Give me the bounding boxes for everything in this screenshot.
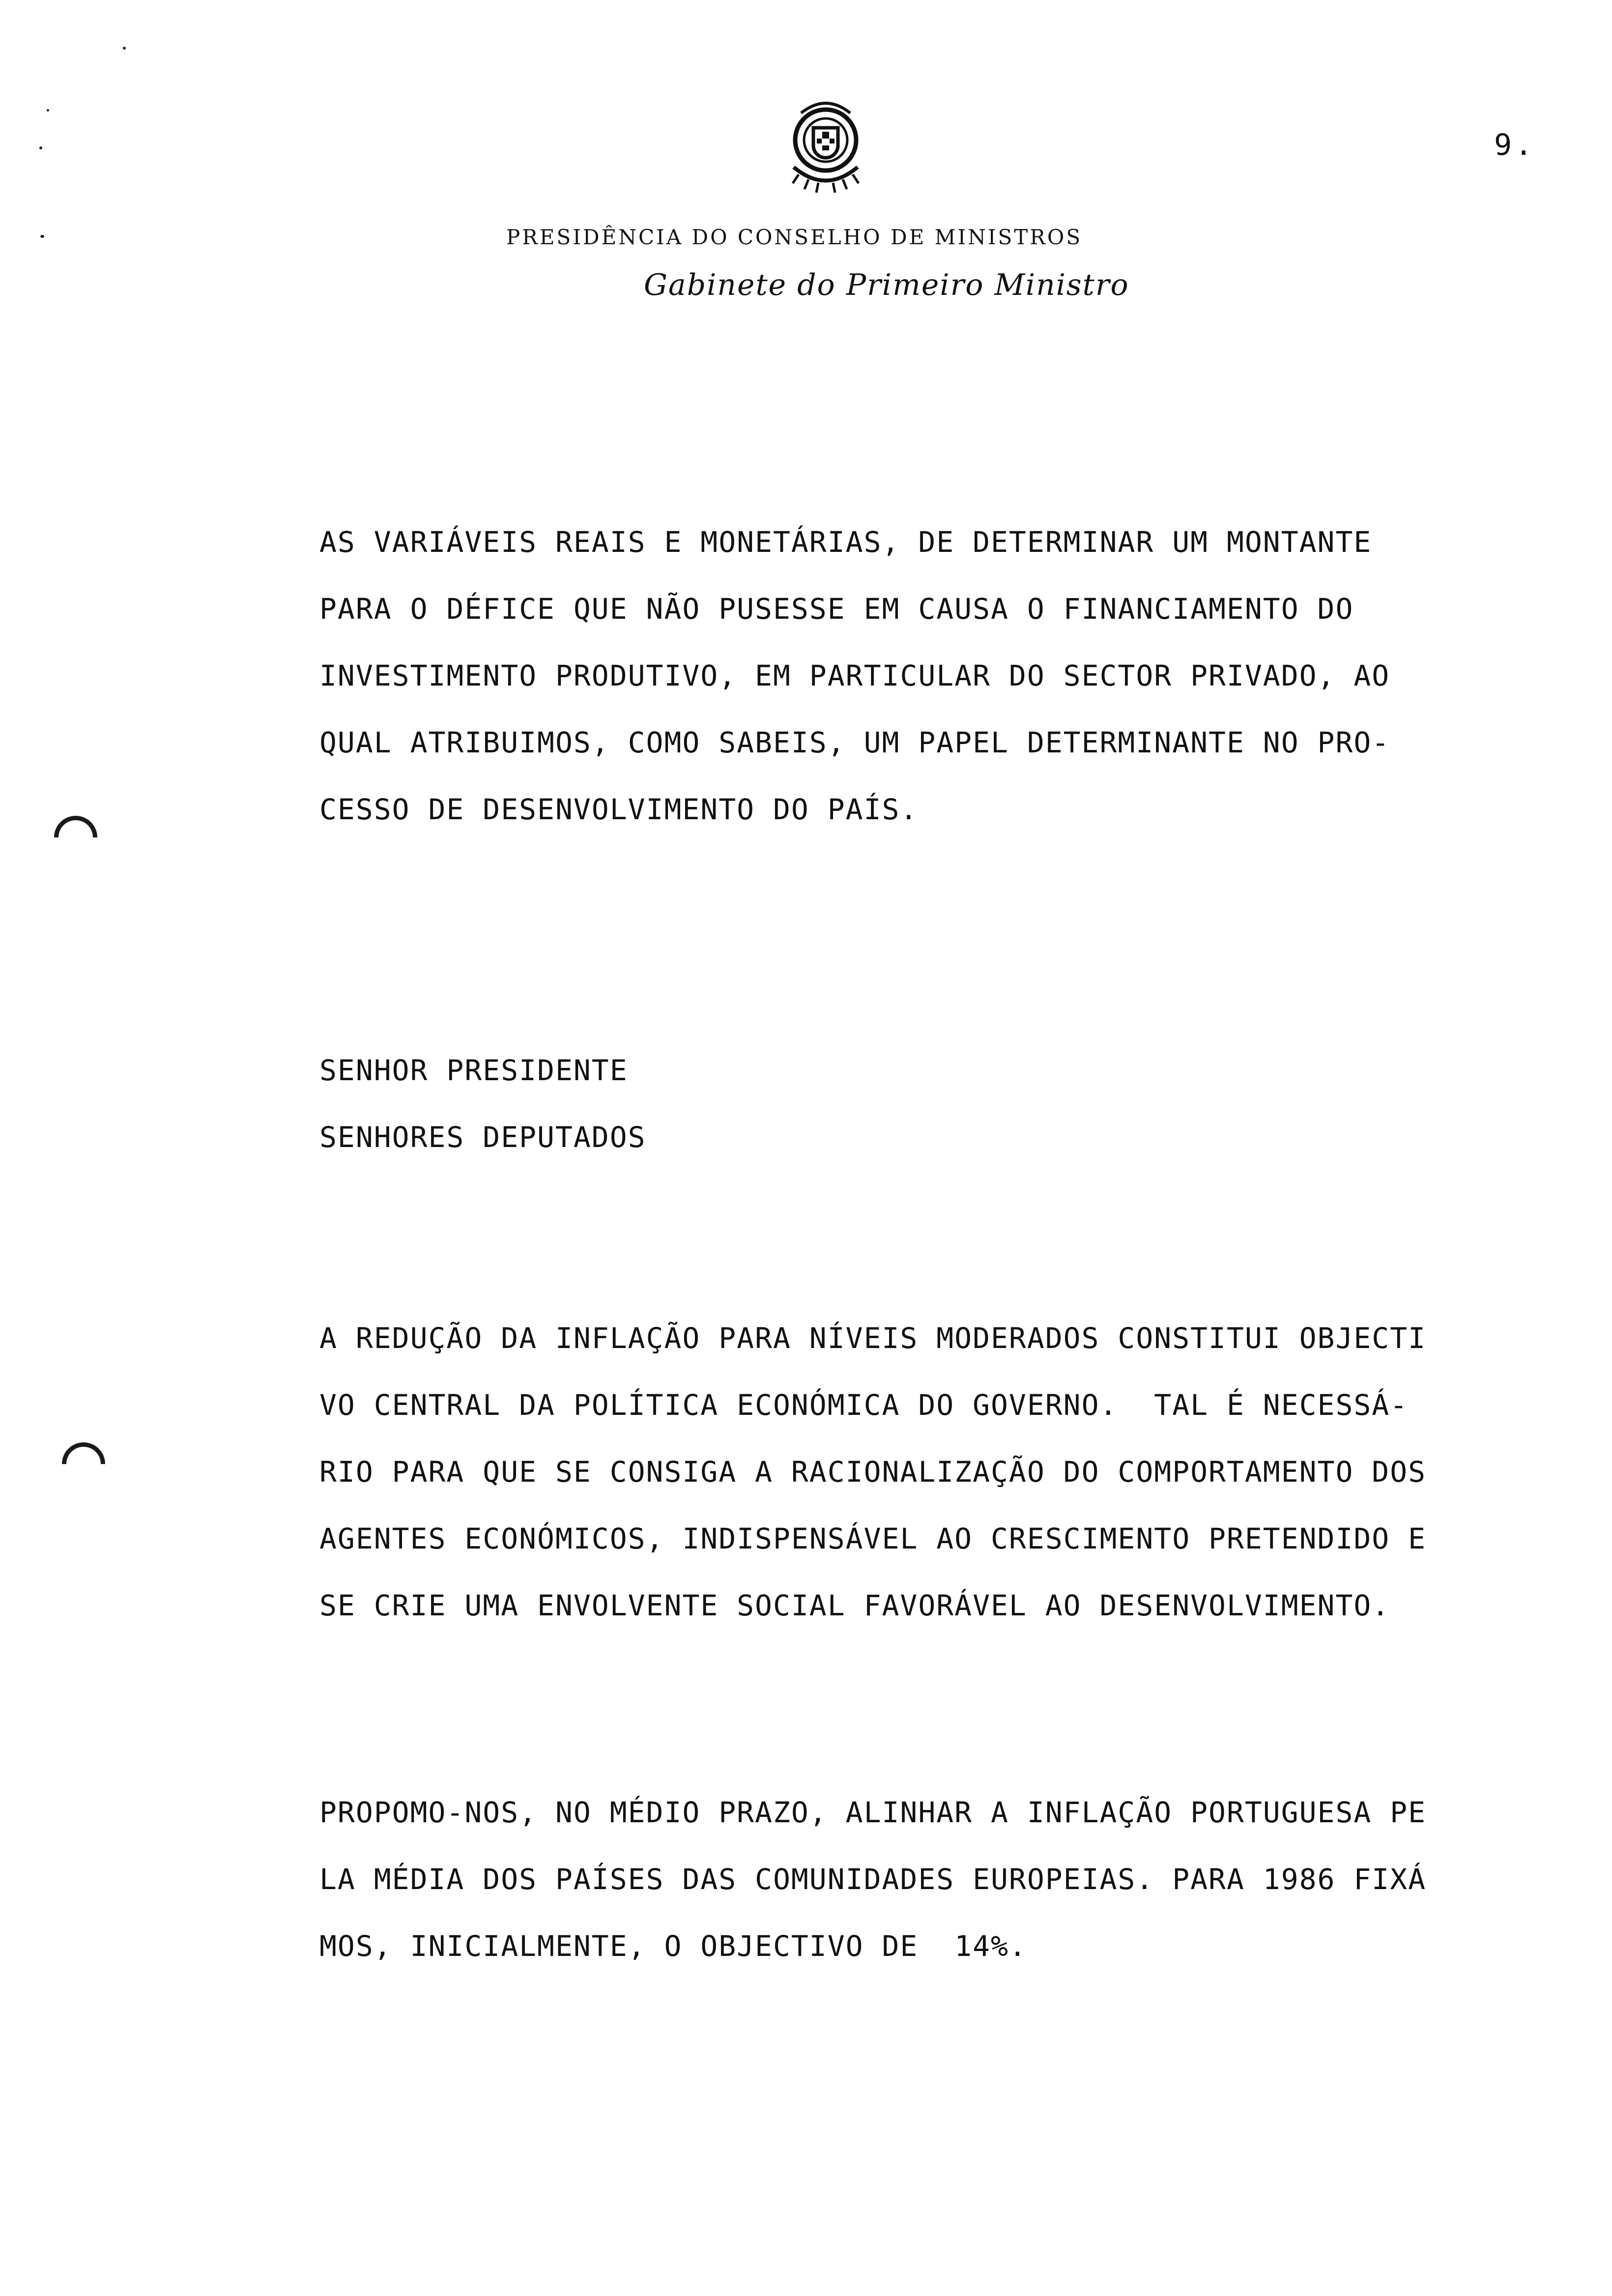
- text-line: INVESTIMENTO PRODUTIVO, EM PARTICULAR DO SECTOR PRIVADO, AO: [319, 659, 1390, 692]
- paragraph-inflation-target: [319, 1779, 1519, 1980]
- letterhead-office: PRESIDÊNCIA DO CONSELHO DE MINISTROS: [506, 225, 1083, 249]
- coat-of-arms-icon: [772, 93, 880, 201]
- text-line: VO CENTRAL DA POLÍTICA ECONÓMICA DO GOVERNO. TAL É NECESSÁ-: [319, 1388, 1409, 1422]
- text-line: A REDUÇÃO DA INFLAÇÃO PARA NÍVEIS MODERADOS CONSTITUI OBJECTI: [319, 1321, 1427, 1355]
- paragraph-inflation-objective: [319, 1305, 1519, 1639]
- page-number: 9.: [1494, 128, 1536, 162]
- salutation-line: SENHOR PRESIDENTE: [319, 1054, 628, 1087]
- text-line: AS VARIÁVEIS REAIS E MONETÁRIAS, DE DETERMINAR UM MONTANTE: [319, 525, 1372, 559]
- text-line: CESSO DE DESENVOLVIMENTO DO PAÍS.: [319, 793, 919, 826]
- scan-speck: [47, 109, 49, 112]
- punch-hole-mark: [45, 807, 106, 868]
- text-line: AGENTES ECONÓMICOS, INDISPENSÁVEL AO CRESCIMENTO PRETENDIDO E: [319, 1522, 1427, 1555]
- salutation: [319, 1037, 1519, 1171]
- scan-speck: [39, 146, 42, 149]
- scan-speck: [123, 47, 126, 50]
- salutation-line: SENHORES DEPUTADOS: [319, 1120, 646, 1154]
- letterhead-cabinet: Gabinete do Primeiro Ministro: [644, 268, 1129, 302]
- punch-hole-mark: [53, 1434, 114, 1494]
- text-line: RIO PARA QUE SE CONSIGA A RACIONALIZAÇÃO DO COMPORTAMENTO DOS: [319, 1455, 1427, 1489]
- text-line: QUAL ATRIBUIMOS, COMO SABEIS, UM PAPEL DETERMINANTE NO PRO-: [319, 726, 1390, 759]
- scan-speck: [40, 235, 44, 238]
- paragraph-fiscal-deficit: [319, 509, 1519, 843]
- text-line: PROPOMO-NOS, NO MÉDIO PRAZO, ALINHAR A INFLAÇÃO PORTUGUESA PE: [319, 1796, 1427, 1829]
- text-line: MOS, INICIALMENTE, O OBJECTIVO DE 14%.: [319, 1929, 1027, 1963]
- text-line: PARA O DÉFICE QUE NÃO PUSESSE EM CAUSA O FINANCIAMENTO DO: [319, 592, 1354, 626]
- text-line: LA MÉDIA DOS PAÍSES DAS COMUNIDADES EUROPEIAS. PARA 1986 FIXÁ: [319, 1863, 1427, 1896]
- text-line: SE CRIE UMA ENVOLVENTE SOCIAL FAVORÁVEL AO DESENVOLVIMENTO.: [319, 1589, 1390, 1622]
